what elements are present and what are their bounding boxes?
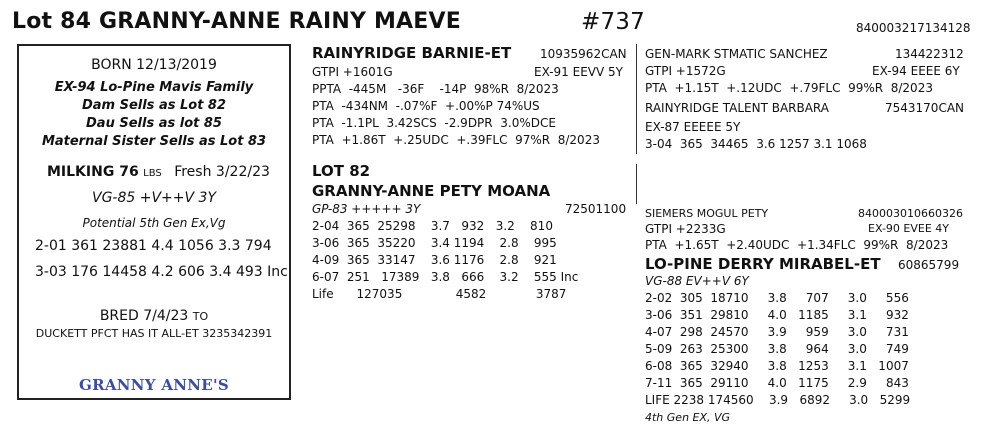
sire-dam-reg: 7543170CAN xyxy=(885,101,965,115)
milking-value: MILKING 76 xyxy=(47,164,139,180)
sire-sire-gtpi: GTPI +1572G xyxy=(645,64,726,78)
sire-sire-pta: PTA +1.15T +.12UDC +.79FLC 99%R 8/2023 xyxy=(645,81,933,95)
dam-sire-pta: PTA +1.65T +2.40UDC +1.34FLC 99%R 8/2023 xyxy=(645,238,949,252)
wave-ornament-icon xyxy=(410,423,600,428)
sister-sells: Maternal Sister Sells as Lot 83 xyxy=(41,134,267,149)
bred-date: BRED 7/4/23 xyxy=(99,308,189,324)
dam-record-row: Life 127035 4582 3787 xyxy=(312,287,567,301)
dam-sire-name: SIEMERS MOGUL PETY xyxy=(645,207,769,220)
milking-unit: LBS xyxy=(143,168,162,179)
sire-proof-line: PTA -1.1PL 3.42SCS -2.9DPR 3.0%DCE xyxy=(312,116,556,130)
dam-dam-reg: 60865799 xyxy=(898,258,960,272)
sire-dam-record: 3-04 365 34465 3.6 1257 3.1 1068 xyxy=(645,137,867,151)
dam-record-row: 6-07 251 17389 3.8 666 3.2 555 Inc xyxy=(312,270,579,284)
dam-class: GP-83 +++++ 3Y xyxy=(312,202,421,216)
dam-sells: Dam Sells as Lot 82 xyxy=(81,98,227,113)
bred-sire: DUCKETT PFCT HAS IT ALL-ET 3235342391 xyxy=(35,327,273,340)
sire-proof-line: PTA -434NM -.07%F +.00%P 74%US xyxy=(312,99,540,113)
dam-dam-record-row: 4-07 298 24570 3.9 959 3.0 731 xyxy=(645,325,909,339)
summary-box xyxy=(17,44,291,400)
dam-reg: 72501100 xyxy=(565,202,627,216)
sire-gtpi: GTPI +1601G xyxy=(312,65,393,79)
dam-dam-record-row: 7-11 365 29110 4.0 1175 2.9 843 xyxy=(645,376,909,390)
registration-id: 840003217134128 xyxy=(856,21,971,35)
dam-lot: LOT 82 xyxy=(312,162,371,180)
decorative-border xyxy=(410,418,600,428)
pedigree-connector xyxy=(636,164,637,204)
pedigree-connector xyxy=(636,44,637,154)
dam-sire-gtpi: GTPI +2233G xyxy=(645,222,726,236)
family-line: EX-94 Lo-Pine Mavis Family xyxy=(54,80,254,95)
born-date: BORN 12/13/2019 xyxy=(91,57,217,73)
dam-name: GRANNY-ANNE PETY MOANA xyxy=(312,182,551,200)
dam-record-row: 3-06 365 35220 3.4 1194 2.8 995 xyxy=(312,236,557,250)
dau-sells: Dau Sells as lot 85 xyxy=(86,116,222,131)
record-row: 3-03 176 14458 4.2 606 3.4 493 Inc xyxy=(35,264,288,280)
sire-sire-class: EX-94 EEEE 6Y xyxy=(872,64,960,78)
dam-dam-record-row: 6-08 365 32940 3.8 1253 3.1 1007 xyxy=(645,359,909,373)
dam-dam-name: LO-PINE DERRY MIRABEL-ET xyxy=(645,255,881,273)
lot-title: Lot 84 GRANNY-ANNE RAINY MAEVE xyxy=(12,9,461,34)
potential-line: Potential 5th Gen Ex,Vg xyxy=(82,216,226,230)
sire-dam-name: RAINYRIDGE TALENT BARBARA xyxy=(645,101,829,115)
sire-sire-reg: 134422312 xyxy=(895,47,964,61)
dam-dam-record-row: 3-06 351 29810 4.0 1185 3.1 932 xyxy=(645,308,909,322)
dam-dam-footnote: 4th Gen EX, VG xyxy=(645,411,731,424)
dam-record-row: 4-09 365 33147 3.6 1176 2.8 921 xyxy=(312,253,557,267)
sire-class: EX-91 EEVV 5Y xyxy=(534,65,623,79)
sire-dam-class: EX-87 EEEEE 5Y xyxy=(645,120,741,134)
dam-dam-class: VG-88 EV++V 6Y xyxy=(645,274,749,288)
sire-proof-line: PTA +1.86T +.25UDC +.39FLC 97%R 8/2023 xyxy=(312,133,600,147)
farm-logo: GRANNY ANNE'S xyxy=(78,376,230,394)
sire-name: RAINYRIDGE BARNIE-ET xyxy=(312,44,512,62)
dam-sire-reg: 840003010660326 xyxy=(858,207,963,220)
record-row: 2-01 361 23881 4.4 1056 3.3 794 xyxy=(35,238,272,254)
dam-record-row: 2-04 365 25298 3.7 932 3.2 810 xyxy=(312,219,553,233)
sire-proof-line: PPTA -445M -36F -14P 98%R 8/2023 xyxy=(312,82,559,96)
dam-dam-record-row: 2-02 305 18710 3.8 707 3.0 556 xyxy=(645,291,909,305)
bred-to: TO xyxy=(192,310,209,323)
dam-dam-record-row: LIFE 2238 174560 3.9 6892 3.0 5299 xyxy=(645,393,911,407)
milking-line xyxy=(47,164,270,180)
fresh-date: Fresh 3/22/23 xyxy=(174,164,270,180)
catalog-number: #737 xyxy=(581,9,645,35)
sire-reg: 10935962CAN xyxy=(540,47,627,61)
dam-dam-record-row: 5-09 263 25300 3.8 964 3.0 749 xyxy=(645,342,909,356)
sire-sire-name: GEN-MARK STMATIC SANCHEZ xyxy=(645,47,828,61)
dam-sire-class: EX-90 EVEE 4Y xyxy=(868,222,949,235)
classification: VG-85 +V++V 3Y xyxy=(92,190,216,206)
bred-line xyxy=(19,308,289,324)
